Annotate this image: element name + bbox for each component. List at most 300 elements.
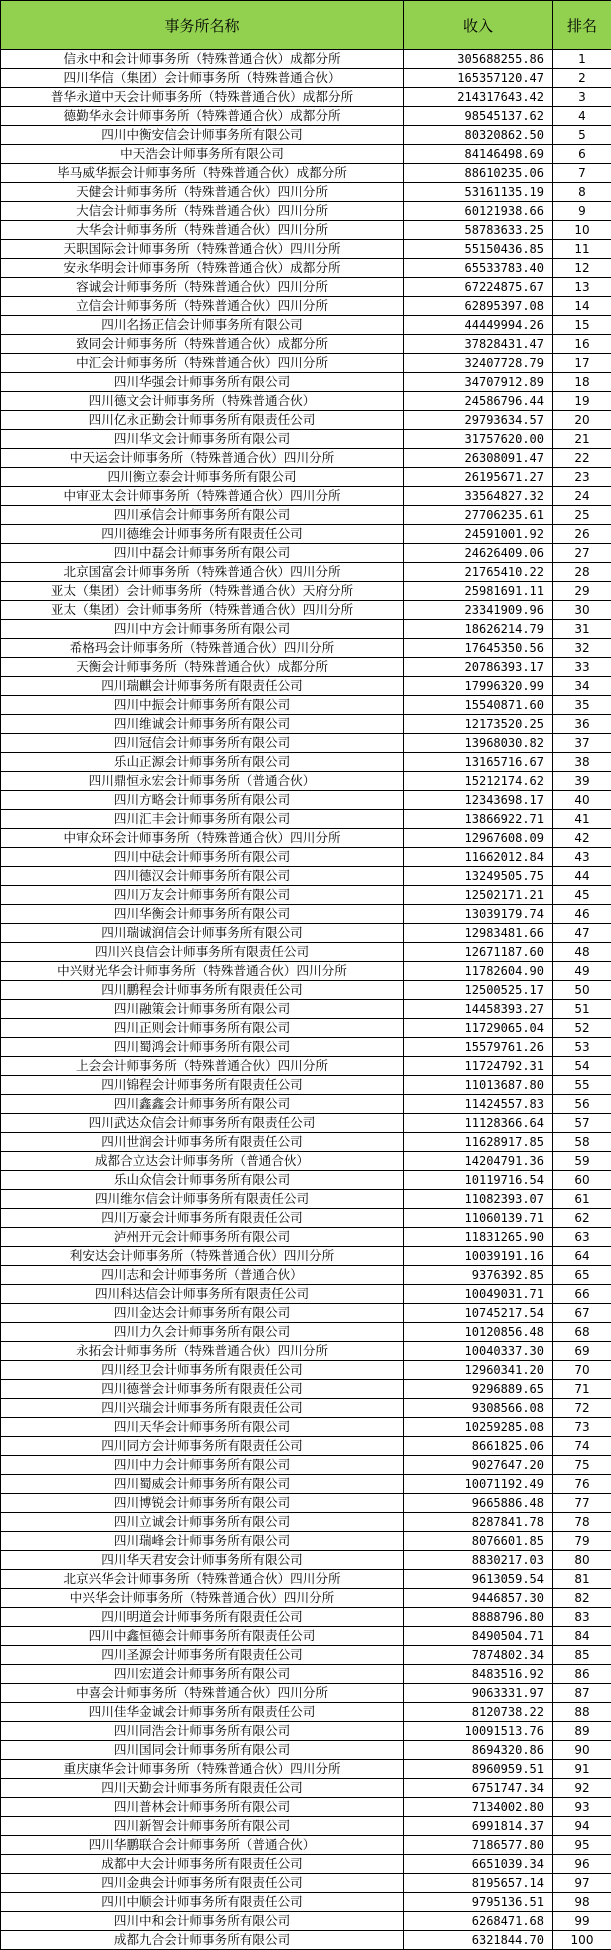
firm-name-cell[interactable]: 四川力久会计师事务所有限公司 xyxy=(1,1323,404,1342)
table-row[interactable] xyxy=(1,1912,611,1931)
rank-cell[interactable]: 12 xyxy=(553,259,611,278)
income-cell[interactable]: 12983481.66 xyxy=(404,924,553,943)
table-row[interactable] xyxy=(1,107,611,126)
table-row[interactable] xyxy=(1,1703,611,1722)
table-row[interactable] xyxy=(1,1893,611,1912)
rank-cell[interactable]: 85 xyxy=(553,1646,611,1665)
rank-cell[interactable]: 71 xyxy=(553,1380,611,1399)
income-cell[interactable]: 15579761.26 xyxy=(404,1038,553,1057)
income-cell[interactable]: 17996320.99 xyxy=(404,677,553,696)
table-row[interactable] xyxy=(1,1722,611,1741)
income-cell[interactable]: 12960341.20 xyxy=(404,1361,553,1380)
rank-cell[interactable]: 42 xyxy=(553,829,611,848)
rank-cell[interactable]: 8 xyxy=(553,183,611,202)
firm-name-cell[interactable]: 四川国同会计师事务所有限公司 xyxy=(1,1741,404,1760)
rank-cell[interactable]: 29 xyxy=(553,582,611,601)
rank-cell[interactable]: 74 xyxy=(553,1437,611,1456)
rank-cell[interactable]: 68 xyxy=(553,1323,611,1342)
firm-name-cell[interactable]: 大信会计师事务所（特殊普通合伙）四川分所 xyxy=(1,202,404,221)
firm-name-cell[interactable]: 四川鼎恒永宏会计师事务所（普通合伙） xyxy=(1,772,404,791)
table-row[interactable] xyxy=(1,50,611,69)
income-cell[interactable]: 13249505.75 xyxy=(404,867,553,886)
rank-cell[interactable]: 86 xyxy=(553,1665,611,1684)
table-row[interactable] xyxy=(1,1095,611,1114)
income-cell[interactable]: 8490504.71 xyxy=(404,1627,553,1646)
rank-cell[interactable]: 53 xyxy=(553,1038,611,1057)
firm-name-cell[interactable]: 上会会计师事务所（特殊普通合伙）四川分所 xyxy=(1,1057,404,1076)
rank-cell[interactable]: 100 xyxy=(553,1931,611,1950)
firm-name-cell[interactable]: 毕马威华振会计师事务所（特殊普通合伙）成都分所 xyxy=(1,164,404,183)
table-row[interactable] xyxy=(1,1798,611,1817)
income-cell[interactable]: 31757620.00 xyxy=(404,430,553,449)
income-cell[interactable]: 9063331.97 xyxy=(404,1684,553,1703)
table-row[interactable] xyxy=(1,981,611,1000)
firm-name-cell[interactable]: 德勤华永会计师事务所（特殊普通合伙）成都分所 xyxy=(1,107,404,126)
rank-cell[interactable]: 5 xyxy=(553,126,611,145)
table-row[interactable] xyxy=(1,1361,611,1380)
income-cell[interactable]: 18626214.79 xyxy=(404,620,553,639)
column-header-income[interactable]: 收入 xyxy=(404,1,553,50)
table-row[interactable] xyxy=(1,240,611,259)
income-cell[interactable]: 10039191.16 xyxy=(404,1247,553,1266)
income-cell[interactable]: 10119716.54 xyxy=(404,1171,553,1190)
rank-cell[interactable]: 75 xyxy=(553,1456,611,1475)
table-row[interactable] xyxy=(1,544,611,563)
firm-name-cell[interactable]: 天衡会计师事务所（特殊普通合伙）成都分所 xyxy=(1,658,404,677)
firm-name-cell[interactable]: 中天浩会计师事务所有限公司 xyxy=(1,145,404,164)
table-row[interactable] xyxy=(1,848,611,867)
table-row[interactable] xyxy=(1,1855,611,1874)
rank-cell[interactable]: 3 xyxy=(553,88,611,107)
table-row[interactable] xyxy=(1,1684,611,1703)
firm-name-cell[interactable]: 四川华衡会计师事务所有限公司 xyxy=(1,905,404,924)
table-row[interactable] xyxy=(1,1057,611,1076)
table-row[interactable] xyxy=(1,278,611,297)
income-cell[interactable]: 13039179.74 xyxy=(404,905,553,924)
income-cell[interactable]: 6991814.37 xyxy=(404,1817,553,1836)
firm-name-cell[interactable]: 四川中力会计师事务所有限公司 xyxy=(1,1456,404,1475)
rank-cell[interactable]: 31 xyxy=(553,620,611,639)
rank-cell[interactable]: 10 xyxy=(553,221,611,240)
income-cell[interactable]: 15212174.62 xyxy=(404,772,553,791)
income-cell[interactable]: 84146498.69 xyxy=(404,145,553,164)
rank-cell[interactable]: 44 xyxy=(553,867,611,886)
income-cell[interactable]: 10120856.48 xyxy=(404,1323,553,1342)
table-row[interactable] xyxy=(1,1931,611,1950)
income-cell[interactable]: 23341909.96 xyxy=(404,601,553,620)
rank-cell[interactable]: 11 xyxy=(553,240,611,259)
rank-cell[interactable]: 98 xyxy=(553,1893,611,1912)
firm-name-cell[interactable]: 四川科达信会计师事务所有限责任公司 xyxy=(1,1285,404,1304)
table-row[interactable] xyxy=(1,1551,611,1570)
rank-cell[interactable]: 95 xyxy=(553,1836,611,1855)
table-row[interactable] xyxy=(1,1019,611,1038)
income-cell[interactable]: 7186577.80 xyxy=(404,1836,553,1855)
income-cell[interactable]: 20786393.17 xyxy=(404,658,553,677)
firm-name-cell[interactable]: 四川华鹏联合会计师事务所（普通合伙） xyxy=(1,1836,404,1855)
firm-name-cell[interactable]: 四川蜀威会计师事务所有限公司 xyxy=(1,1475,404,1494)
firm-name-cell[interactable]: 四川圣源会计师事务所有限责任公司 xyxy=(1,1646,404,1665)
firm-name-cell[interactable]: 四川天勤会计师事务所有限责任公司 xyxy=(1,1779,404,1798)
table-row[interactable] xyxy=(1,886,611,905)
firm-name-cell[interactable]: 四川冠信会计师事务所有限公司 xyxy=(1,734,404,753)
income-cell[interactable]: 17645350.56 xyxy=(404,639,553,658)
table-row[interactable] xyxy=(1,88,611,107)
rank-cell[interactable]: 49 xyxy=(553,962,611,981)
rank-cell[interactable]: 2 xyxy=(553,69,611,88)
firm-name-cell[interactable]: 四川德誉会计师事务所有限责任公司 xyxy=(1,1380,404,1399)
income-cell[interactable]: 10040337.30 xyxy=(404,1342,553,1361)
rank-cell[interactable]: 32 xyxy=(553,639,611,658)
firm-name-cell[interactable]: 四川融策会计师事务所有限公司 xyxy=(1,1000,404,1019)
table-row[interactable] xyxy=(1,1570,611,1589)
table-row[interactable] xyxy=(1,1418,611,1437)
firm-name-cell[interactable]: 四川世润会计师事务所有限责任公司 xyxy=(1,1133,404,1152)
rank-cell[interactable]: 90 xyxy=(553,1741,611,1760)
table-row[interactable] xyxy=(1,1741,611,1760)
firm-name-cell[interactable]: 永拓会计师事务所（特殊普通合伙）四川分所 xyxy=(1,1342,404,1361)
income-cell[interactable]: 32407728.79 xyxy=(404,354,553,373)
table-row[interactable] xyxy=(1,221,611,240)
firm-name-cell[interactable]: 四川经卫会计师事务所有限责任公司 xyxy=(1,1361,404,1380)
rank-cell[interactable]: 23 xyxy=(553,468,611,487)
rank-cell[interactable]: 84 xyxy=(553,1627,611,1646)
firm-name-cell[interactable]: 四川鑫鑫会计师事务所有限公司 xyxy=(1,1095,404,1114)
income-cell[interactable]: 6268471.68 xyxy=(404,1912,553,1931)
firm-name-cell[interactable]: 四川金典会计师事务所有限责任公司 xyxy=(1,1874,404,1893)
table-row[interactable] xyxy=(1,582,611,601)
income-cell[interactable]: 12500525.17 xyxy=(404,981,553,1000)
table-row[interactable] xyxy=(1,126,611,145)
rank-cell[interactable]: 56 xyxy=(553,1095,611,1114)
table-row[interactable] xyxy=(1,753,611,772)
rank-cell[interactable]: 30 xyxy=(553,601,611,620)
rank-cell[interactable]: 67 xyxy=(553,1304,611,1323)
firm-name-cell[interactable]: 四川锦程会计师事务所有限责任公司 xyxy=(1,1076,404,1095)
rank-cell[interactable]: 1 xyxy=(553,50,611,69)
table-row[interactable] xyxy=(1,1874,611,1893)
firm-name-cell[interactable]: 四川瑞诚润信会计师事务所有限公司 xyxy=(1,924,404,943)
income-cell[interactable]: 11424557.83 xyxy=(404,1095,553,1114)
rank-cell[interactable]: 88 xyxy=(553,1703,611,1722)
firm-name-cell[interactable]: 乐山正源会计师事务所有限公司 xyxy=(1,753,404,772)
income-cell[interactable]: 24586796.44 xyxy=(404,392,553,411)
firm-name-cell[interactable]: 四川天华会计师事务所有限公司 xyxy=(1,1418,404,1437)
rank-cell[interactable]: 26 xyxy=(553,525,611,544)
firm-name-cell[interactable]: 中汇会计师事务所（特殊普通合伙）四川分所 xyxy=(1,354,404,373)
table-row[interactable] xyxy=(1,69,611,88)
table-row[interactable] xyxy=(1,335,611,354)
firm-name-cell[interactable]: 乐山众信会计师事务所有限公司 xyxy=(1,1171,404,1190)
income-cell[interactable]: 9376392.85 xyxy=(404,1266,553,1285)
rank-cell[interactable]: 50 xyxy=(553,981,611,1000)
rank-cell[interactable]: 35 xyxy=(553,696,611,715)
income-cell[interactable]: 8888796.80 xyxy=(404,1608,553,1627)
table-row[interactable] xyxy=(1,1779,611,1798)
income-cell[interactable]: 13968030.82 xyxy=(404,734,553,753)
income-cell[interactable]: 10049031.71 xyxy=(404,1285,553,1304)
firm-name-cell[interactable]: 安永华明会计师事务所（特殊普通合伙）成都分所 xyxy=(1,259,404,278)
firm-name-cell[interactable]: 四川德文会计师事务所（特殊普通合伙） xyxy=(1,392,404,411)
income-cell[interactable]: 21765410.22 xyxy=(404,563,553,582)
income-cell[interactable]: 11082393.07 xyxy=(404,1190,553,1209)
firm-name-cell[interactable]: 成都中大会计师事务所有限责任公司 xyxy=(1,1855,404,1874)
income-cell[interactable]: 13866922.71 xyxy=(404,810,553,829)
table-row[interactable] xyxy=(1,696,611,715)
firm-name-cell[interactable]: 四川中磊会计师事务所有限公司 xyxy=(1,544,404,563)
table-row[interactable] xyxy=(1,734,611,753)
firm-name-cell[interactable]: 四川同浩会计师事务所有限公司 xyxy=(1,1722,404,1741)
income-cell[interactable]: 34707912.89 xyxy=(404,373,553,392)
income-cell[interactable]: 8483516.92 xyxy=(404,1665,553,1684)
income-cell[interactable]: 12967608.09 xyxy=(404,829,553,848)
income-cell[interactable]: 8830217.03 xyxy=(404,1551,553,1570)
income-cell[interactable]: 14458393.27 xyxy=(404,1000,553,1019)
firm-name-cell[interactable]: 中兴财光华会计师事务所（特殊普通合伙）四川分所 xyxy=(1,962,404,981)
rank-cell[interactable]: 25 xyxy=(553,506,611,525)
firm-name-cell[interactable]: 四川维诚会计师事务所有限公司 xyxy=(1,715,404,734)
table-row[interactable] xyxy=(1,829,611,848)
income-cell[interactable]: 12173520.25 xyxy=(404,715,553,734)
firm-name-cell[interactable]: 四川明道会计师事务所有限责任公司 xyxy=(1,1608,404,1627)
rank-cell[interactable]: 55 xyxy=(553,1076,611,1095)
rank-cell[interactable]: 37 xyxy=(553,734,611,753)
rank-cell[interactable]: 14 xyxy=(553,297,611,316)
table-row[interactable] xyxy=(1,620,611,639)
firm-name-cell[interactable]: 天健会计师事务所（特殊普通合伙）四川分所 xyxy=(1,183,404,202)
firm-name-cell[interactable]: 四川兴良信会计师事务所有限责任公司 xyxy=(1,943,404,962)
table-row[interactable] xyxy=(1,1171,611,1190)
rank-cell[interactable]: 64 xyxy=(553,1247,611,1266)
table-row[interactable] xyxy=(1,1608,611,1627)
income-cell[interactable]: 6321844.70 xyxy=(404,1931,553,1950)
rank-cell[interactable]: 41 xyxy=(553,810,611,829)
rank-cell[interactable]: 4 xyxy=(553,107,611,126)
table-row[interactable] xyxy=(1,563,611,582)
table-row[interactable] xyxy=(1,1076,611,1095)
rank-cell[interactable]: 18 xyxy=(553,373,611,392)
firm-name-cell[interactable]: 四川中顺会计师事务所有限责任公司 xyxy=(1,1893,404,1912)
table-row[interactable] xyxy=(1,1456,611,1475)
rank-cell[interactable]: 73 xyxy=(553,1418,611,1437)
income-cell[interactable]: 26308091.47 xyxy=(404,449,553,468)
rank-cell[interactable]: 91 xyxy=(553,1760,611,1779)
table-row[interactable] xyxy=(1,943,611,962)
firm-name-cell[interactable]: 四川方略会计师事务所有限公司 xyxy=(1,791,404,810)
table-row[interactable] xyxy=(1,525,611,544)
table-row[interactable] xyxy=(1,1380,611,1399)
income-cell[interactable]: 29793634.57 xyxy=(404,411,553,430)
table-row[interactable] xyxy=(1,1247,611,1266)
rank-cell[interactable]: 81 xyxy=(553,1570,611,1589)
income-cell[interactable]: 27706235.61 xyxy=(404,506,553,525)
firm-name-cell[interactable]: 四川蜀鸿会计师事务所有限公司 xyxy=(1,1038,404,1057)
table-row[interactable] xyxy=(1,373,611,392)
income-cell[interactable]: 6651039.34 xyxy=(404,1855,553,1874)
table-row[interactable] xyxy=(1,1228,611,1247)
table-row[interactable] xyxy=(1,468,611,487)
firm-name-cell[interactable]: 四川中和会计师事务所有限公司 xyxy=(1,1912,404,1931)
table-row[interactable] xyxy=(1,1342,611,1361)
firm-name-cell[interactable]: 四川亿永正勤会计师事务所有限责任公司 xyxy=(1,411,404,430)
rank-cell[interactable]: 46 xyxy=(553,905,611,924)
firm-name-cell[interactable]: 四川中方会计师事务所有限公司 xyxy=(1,620,404,639)
firm-name-cell[interactable]: 四川武达众信会计师事务所有限责任公司 xyxy=(1,1114,404,1133)
table-row[interactable] xyxy=(1,962,611,981)
firm-name-cell[interactable]: 信永中和会计师事务所（特殊普通合伙）成都分所 xyxy=(1,50,404,69)
table-row[interactable] xyxy=(1,1532,611,1551)
income-cell[interactable]: 8287841.78 xyxy=(404,1513,553,1532)
firm-name-cell[interactable]: 普华永道中天会计师事务所（特殊普通合伙）成都分所 xyxy=(1,88,404,107)
rank-cell[interactable]: 36 xyxy=(553,715,611,734)
rank-cell[interactable]: 27 xyxy=(553,544,611,563)
table-row[interactable] xyxy=(1,810,611,829)
rank-cell[interactable]: 94 xyxy=(553,1817,611,1836)
rank-cell[interactable]: 9 xyxy=(553,202,611,221)
income-cell[interactable]: 37828431.47 xyxy=(404,335,553,354)
income-cell[interactable]: 9446857.30 xyxy=(404,1589,553,1608)
income-cell[interactable]: 44449994.26 xyxy=(404,316,553,335)
table-row[interactable] xyxy=(1,354,611,373)
rank-cell[interactable]: 51 xyxy=(553,1000,611,1019)
firm-name-cell[interactable]: 四川德维会计师事务所有限责任公司 xyxy=(1,525,404,544)
rank-cell[interactable]: 24 xyxy=(553,487,611,506)
income-cell[interactable]: 305688255.86 xyxy=(404,50,553,69)
income-cell[interactable]: 10091513.76 xyxy=(404,1722,553,1741)
income-cell[interactable]: 7134002.80 xyxy=(404,1798,553,1817)
firm-name-cell[interactable]: 利安达会计师事务所（特殊普通合伙）四川分所 xyxy=(1,1247,404,1266)
income-cell[interactable]: 10745217.54 xyxy=(404,1304,553,1323)
firm-name-cell[interactable]: 四川宏道会计师事务所有限公司 xyxy=(1,1665,404,1684)
rank-cell[interactable]: 96 xyxy=(553,1855,611,1874)
firm-name-cell[interactable]: 四川中衡安信会计师事务所有限公司 xyxy=(1,126,404,145)
table-row[interactable] xyxy=(1,1513,611,1532)
firm-name-cell[interactable]: 四川金达会计师事务所有限公司 xyxy=(1,1304,404,1323)
firm-name-cell[interactable]: 亚太（集团）会计师事务所（特殊普通合伙）天府分所 xyxy=(1,582,404,601)
rank-cell[interactable]: 34 xyxy=(553,677,611,696)
firm-name-cell[interactable]: 重庆康华会计师事务所（特殊普通合伙）四川分所 xyxy=(1,1760,404,1779)
income-cell[interactable]: 8195657.14 xyxy=(404,1874,553,1893)
income-cell[interactable]: 11729065.04 xyxy=(404,1019,553,1038)
firm-name-cell[interactable]: 容诚会计师事务所（特殊普通合伙）四川分所 xyxy=(1,278,404,297)
table-row[interactable] xyxy=(1,1133,611,1152)
income-cell[interactable]: 24626409.06 xyxy=(404,544,553,563)
column-header-rank[interactable]: 排名 xyxy=(553,1,611,50)
income-cell[interactable]: 10259285.08 xyxy=(404,1418,553,1437)
firm-name-cell[interactable]: 四川万豪会计师事务所有限责任公司 xyxy=(1,1209,404,1228)
firm-name-cell[interactable]: 四川佳华金诚会计师事务所有限责任公司 xyxy=(1,1703,404,1722)
table-row[interactable] xyxy=(1,1323,611,1342)
rank-cell[interactable]: 87 xyxy=(553,1684,611,1703)
rank-cell[interactable]: 99 xyxy=(553,1912,611,1931)
table-row[interactable] xyxy=(1,487,611,506)
firm-name-cell[interactable]: 四川华天君安会计师事务所有限公司 xyxy=(1,1551,404,1570)
income-cell[interactable]: 80320862.50 xyxy=(404,126,553,145)
income-cell[interactable]: 62895397.08 xyxy=(404,297,553,316)
income-cell[interactable]: 11782604.90 xyxy=(404,962,553,981)
income-cell[interactable]: 8661825.06 xyxy=(404,1437,553,1456)
rank-cell[interactable]: 40 xyxy=(553,791,611,810)
table-row[interactable] xyxy=(1,1000,611,1019)
income-cell[interactable]: 15540871.60 xyxy=(404,696,553,715)
firm-name-cell[interactable]: 四川中振会计师事务所有限公司 xyxy=(1,696,404,715)
table-row[interactable] xyxy=(1,1437,611,1456)
firm-name-cell[interactable]: 四川新智会计师事务所有限公司 xyxy=(1,1817,404,1836)
income-cell[interactable]: 165357120.47 xyxy=(404,69,553,88)
table-row[interactable] xyxy=(1,1266,611,1285)
income-cell[interactable]: 14204791.36 xyxy=(404,1152,553,1171)
income-cell[interactable]: 12502171.21 xyxy=(404,886,553,905)
firm-name-cell[interactable]: 四川万友会计师事务所有限公司 xyxy=(1,886,404,905)
firm-name-cell[interactable]: 北京国富会计师事务所（特殊普通合伙）四川分所 xyxy=(1,563,404,582)
income-cell[interactable]: 10071192.49 xyxy=(404,1475,553,1494)
rank-cell[interactable]: 77 xyxy=(553,1494,611,1513)
rank-cell[interactable]: 39 xyxy=(553,772,611,791)
rank-cell[interactable]: 97 xyxy=(553,1874,611,1893)
firm-name-cell[interactable]: 四川正则会计师事务所有限公司 xyxy=(1,1019,404,1038)
firm-name-cell[interactable]: 大华会计师事务所（特殊普通合伙）四川分所 xyxy=(1,221,404,240)
income-cell[interactable]: 214317643.42 xyxy=(404,88,553,107)
income-cell[interactable]: 24591001.92 xyxy=(404,525,553,544)
firm-name-cell[interactable]: 四川汇丰会计师事务所有限公司 xyxy=(1,810,404,829)
income-cell[interactable]: 11662012.84 xyxy=(404,848,553,867)
table-row[interactable] xyxy=(1,392,611,411)
rank-cell[interactable]: 19 xyxy=(553,392,611,411)
firm-name-cell[interactable]: 中天运会计师事务所（特殊普通合伙）四川分所 xyxy=(1,449,404,468)
firm-name-cell[interactable]: 亚太（集团）会计师事务所（特殊普通合伙）四川分所 xyxy=(1,601,404,620)
rank-cell[interactable]: 15 xyxy=(553,316,611,335)
firm-name-cell[interactable]: 北京兴华会计师事务所（特殊普通合伙）四川分所 xyxy=(1,1570,404,1589)
income-cell[interactable]: 9308566.08 xyxy=(404,1399,553,1418)
table-row[interactable] xyxy=(1,1665,611,1684)
firm-name-cell[interactable]: 四川普林会计师事务所有限公司 xyxy=(1,1798,404,1817)
table-row[interactable] xyxy=(1,259,611,278)
rank-cell[interactable]: 45 xyxy=(553,886,611,905)
rank-cell[interactable]: 62 xyxy=(553,1209,611,1228)
rank-cell[interactable]: 66 xyxy=(553,1285,611,1304)
table-row[interactable] xyxy=(1,677,611,696)
table-row[interactable] xyxy=(1,715,611,734)
table-row[interactable] xyxy=(1,1038,611,1057)
table-row[interactable] xyxy=(1,658,611,677)
firm-name-cell[interactable]: 四川名扬正信会计师事务所有限公司 xyxy=(1,316,404,335)
table-row[interactable] xyxy=(1,639,611,658)
rank-cell[interactable]: 17 xyxy=(553,354,611,373)
table-row[interactable] xyxy=(1,1114,611,1133)
rank-cell[interactable]: 61 xyxy=(553,1190,611,1209)
firm-name-cell[interactable]: 中审众环会计师事务所（特殊普通合伙）四川分所 xyxy=(1,829,404,848)
table-row[interactable] xyxy=(1,1627,611,1646)
income-cell[interactable]: 26195671.27 xyxy=(404,468,553,487)
firm-name-cell[interactable]: 四川华信（集团）会计师事务所（特殊普通合伙） xyxy=(1,69,404,88)
income-cell[interactable]: 8076601.85 xyxy=(404,1532,553,1551)
income-cell[interactable]: 8120738.22 xyxy=(404,1703,553,1722)
firm-name-cell[interactable]: 四川中鑫恒德会计师事务所有限责任公司 xyxy=(1,1627,404,1646)
table-row[interactable] xyxy=(1,1760,611,1779)
table-row[interactable] xyxy=(1,601,611,620)
table-row[interactable] xyxy=(1,297,611,316)
rank-cell[interactable]: 28 xyxy=(553,563,611,582)
rank-cell[interactable]: 59 xyxy=(553,1152,611,1171)
rank-cell[interactable]: 38 xyxy=(553,753,611,772)
rank-cell[interactable]: 33 xyxy=(553,658,611,677)
rank-cell[interactable]: 63 xyxy=(553,1228,611,1247)
income-cell[interactable]: 9027647.20 xyxy=(404,1456,553,1475)
rank-cell[interactable]: 43 xyxy=(553,848,611,867)
rank-cell[interactable]: 6 xyxy=(553,145,611,164)
income-cell[interactable]: 60121938.66 xyxy=(404,202,553,221)
rank-cell[interactable]: 80 xyxy=(553,1551,611,1570)
